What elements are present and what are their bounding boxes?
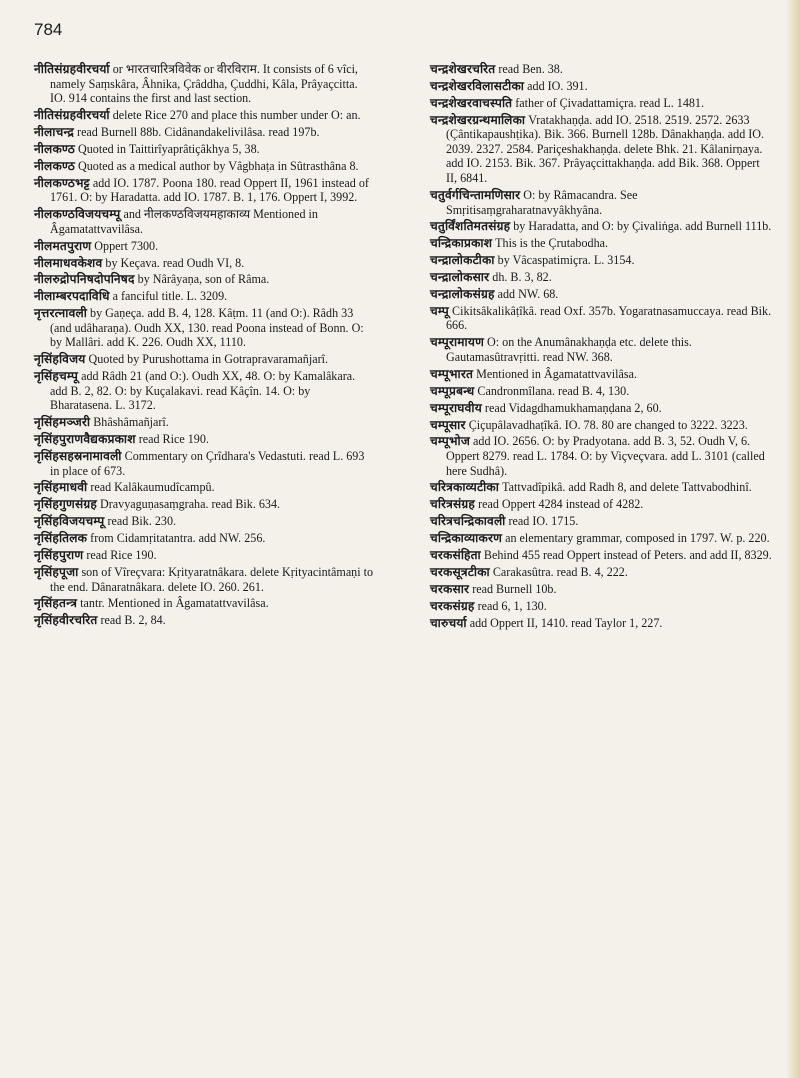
- dictionary-entry: [34, 306, 374, 350]
- entry-text: by Nârâyaṇa, son of Râma.: [134, 272, 270, 287]
- dictionary-entry: [430, 236, 772, 251]
- page-edge-shadow: [786, 0, 800, 1078]
- dictionary-entry: [430, 531, 772, 546]
- dictionary-entry: [34, 239, 374, 254]
- entry-headword: नृसिंहमञ्जरी: [34, 415, 91, 430]
- dictionary-entry: [34, 596, 374, 611]
- entry-text: son of Vîreçvara: Kṛityaratnâkara. delete Kṛityacintâmaṇi to the end. Dânaratnâkara. delete IO. 260. 261.: [50, 564, 374, 594]
- dictionary-entry: [34, 289, 374, 304]
- dictionary-entry: [430, 418, 772, 433]
- entry-headword: चरकसंहिता: [430, 548, 481, 563]
- entry-headword: चम्पूभारत: [430, 366, 474, 381]
- dictionary-entry: [430, 582, 772, 597]
- entry-text: read Burnell 10b.: [469, 581, 557, 596]
- entry-text: Quoted as a medical author by Vâgbhaṭa in Sûtrasthâna 8.: [74, 158, 359, 173]
- entry-text: read Rice 190.: [83, 548, 157, 563]
- dictionary-entry: [430, 401, 772, 416]
- dictionary-entry: [430, 434, 772, 478]
- dictionary-entry: [34, 62, 374, 106]
- dictionary-entry: [34, 531, 374, 546]
- entry-headword: चम्पूभोज: [430, 434, 471, 449]
- entry-headword: नृसिंहविजय: [34, 352, 86, 367]
- entry-text: This is the Çrutabodha.: [492, 236, 609, 251]
- entry-text: read Vidagdhamukhamaṇḍana 2, 60.: [481, 400, 662, 415]
- entry-headword: नृसिंहसहस्रनामावली: [34, 449, 122, 463]
- dictionary-entry: [430, 188, 772, 217]
- entry-headword: नृसिंहवीरचरित: [34, 613, 98, 628]
- dictionary-entry: [430, 253, 772, 268]
- dictionary-entry: [430, 113, 772, 186]
- entry-text: add IO. 2656. O: by Pradyotana. add B. 3, 52. Oudh V, 6. Oppert 8279. read L. 1784. O: by Viçveçvara. add L. 3101 (called here Sudhâ).: [446, 434, 765, 478]
- entry-text: O: by Râmacandra. See Smṛitisaṃgraharatnavyâkhyâna.: [446, 187, 638, 217]
- entry-headword: चन्द्रशेखरविलासटीका: [430, 78, 525, 93]
- dictionary-entry: [34, 207, 374, 236]
- entry-headword: चन्द्रशेखरग्रन्थमालिका: [430, 112, 526, 127]
- dictionary-entry: [430, 96, 772, 111]
- dictionary-entry: [430, 616, 772, 631]
- dictionary-entry: [430, 565, 772, 580]
- entry-text: read Oppert 4284 instead of 4282.: [475, 497, 644, 512]
- entry-headword: नृसिंहतिलक: [34, 531, 88, 546]
- dictionary-entry: [34, 432, 374, 447]
- dictionary-entry: [430, 480, 772, 495]
- dictionary-entry: [430, 599, 772, 614]
- entry-headword: चरकसूत्रटीका: [430, 564, 490, 579]
- entry-text: Oppert 7300.: [91, 238, 159, 253]
- entry-text: Quoted by Purushottama in Gotrapravaramañjarî.: [85, 352, 328, 367]
- dictionary-entry: [34, 256, 374, 271]
- entry-headword: नीतिसंग्रहवीरचर्या: [34, 108, 110, 123]
- entry-headword: नृसिंहपूजा: [34, 564, 79, 579]
- entry-headword: नृसिंहचम्पू: [34, 369, 79, 384]
- entry-text: tantr. Mentioned in Âgamatattvavilâsa.: [77, 596, 269, 611]
- entry-text: or भारतचारित्रविवेक or वीरविराम. It consists of 6 vîci, namely Saṃskâra, Âhnika, Çrâddha, Çuddhi, Kâla, Prâyaçcitta. IO. 914 contains the first and last section.: [50, 62, 358, 106]
- dictionary-entry: [430, 270, 772, 285]
- entry-headword: नृसिंहमाधवी: [34, 480, 88, 495]
- entry-headword: नीलरुद्रोपनिषदोपनिषद: [34, 272, 135, 287]
- entry-text: read B. 2, 84.: [97, 613, 166, 628]
- entry-text: by Vâcaspatimiçra. L. 3154.: [494, 253, 635, 268]
- entry-headword: चन्द्रालोकटीका: [430, 253, 495, 268]
- entry-headword: चरकसार: [430, 581, 470, 596]
- entry-text: from Cidamṛitatantra. add NW. 256.: [87, 531, 266, 546]
- entry-text: Carakasûtra. read B. 4, 222.: [489, 564, 628, 579]
- entry-headword: चरित्रकाव्यटीका: [430, 480, 500, 495]
- entry-text: add NW. 68.: [494, 286, 559, 301]
- entry-headword: नीलमाधवकेशव: [34, 255, 103, 270]
- dictionary-entry: [430, 514, 772, 529]
- entry-text: read Rice 190.: [135, 432, 209, 447]
- dictionary-entry: [34, 565, 374, 594]
- dictionary-entry: [34, 369, 374, 413]
- right-column: [430, 62, 772, 633]
- dictionary-entry: [430, 304, 772, 333]
- entry-text: dh. B. 3, 82.: [489, 270, 552, 285]
- entry-headword: चन्द्रिकाव्याकरण: [430, 531, 503, 546]
- entry-text: add Râdh 21 (and O:). Oudh XX, 48. O: by Kamalâkara. add B. 2, 82. O: by Kuçalakavi. read Kâçîn. 14. O: by Bharatasena. L. 3172.: [50, 369, 356, 413]
- entry-text: a fanciful title. L. 3209.: [109, 289, 228, 304]
- dictionary-entry: [34, 613, 374, 628]
- entry-text: Commentary on Çrîdhara's Vedastuti. read L. 693 in place of 673.: [50, 449, 365, 478]
- entry-text: Vratakhaṇḍa. add IO. 2518. 2519. 2572. 2633 (Çântikapaushṭika). Bik. 366. Burnell 128b. Dânakhaṇḍa. add IO. 2039. 2327. 2584. Pariçeshakhaṇḍa. delete Bhk. 21. Kâlanirṇaya. add IO. 2153. Bik. 367. Prâyaçcittakhaṇḍa. add Bik. 368. Oppert II, 6841.: [446, 112, 765, 186]
- entry-text: delete Rice 270 and place this number under O: an.: [109, 108, 361, 123]
- dictionary-entry: [430, 335, 772, 364]
- entry-headword: नृसिंहपुराण: [34, 548, 84, 563]
- entry-headword: चतुर्विंशतिमतसंग्रह: [430, 219, 511, 234]
- entry-text: O: on the Anumânakhaṇḍa etc. delete this. Gautamasûtravṛitti. read NW. 368.: [446, 335, 692, 364]
- left-column: [34, 62, 374, 630]
- dictionary-entry: [34, 272, 374, 287]
- dictionary-entry: [34, 548, 374, 563]
- dictionary-entry: [34, 125, 374, 140]
- dictionary-entry: [430, 62, 772, 77]
- entry-text: Cikitsâkalikâṭîkâ. read Oxf. 357b. Yogaratnasamuccaya. read Bik. 666.: [446, 303, 772, 333]
- entry-headword: चम्पूप्रबन्ध: [430, 383, 475, 398]
- entry-headword: नीलाचन्द्र: [34, 124, 75, 139]
- dictionary-entry: [34, 415, 374, 430]
- dictionary-entry: [430, 79, 772, 94]
- entry-text: an elementary grammar, composed in 1797. W. p. 220.: [502, 531, 770, 546]
- entry-headword: चन्द्रालोकसार: [430, 270, 490, 285]
- entry-headword: नीलाम्बरपदाविधि: [34, 289, 110, 304]
- entry-headword: चरकसंग्रह: [430, 598, 475, 613]
- entry-text: Çiçupâlavadhaṭîkâ. IO. 78. 80 are changed to 3222. 3223.: [465, 417, 748, 432]
- entry-headword: चन्द्रिकाप्रकाश: [430, 236, 493, 251]
- entry-headword: नीलमतपुराण: [34, 238, 92, 253]
- dictionary-entry: [34, 159, 374, 174]
- entry-text: add IO. 391.: [524, 78, 588, 93]
- dictionary-entry: [430, 367, 772, 382]
- dictionary-entry: [34, 352, 374, 367]
- entry-text: Tattvadîpikâ. add Radh 8, and delete Tattvabodhinî.: [499, 480, 752, 495]
- entry-headword: नीलकण्ठविजयचम्पू: [34, 207, 121, 222]
- entry-headword: चम्पूराघवीय: [430, 400, 482, 415]
- entry-text: read Ben. 38.: [495, 62, 563, 76]
- entry-headword: नृत्तरत्नावली: [34, 306, 88, 321]
- dictionary-entry: [430, 219, 772, 234]
- entry-text: Mentioned in Âgamatattvavilâsa.: [473, 366, 637, 381]
- dictionary-entry: [34, 449, 374, 478]
- entry-headword: चन्द्रालोकसंग्रह: [430, 286, 495, 301]
- entry-headword: चरित्रसंग्रह: [430, 497, 476, 512]
- entry-text: by Keçava. read Oudh VI, 8.: [102, 255, 245, 270]
- entry-headword: चम्पूसार: [430, 417, 466, 432]
- entry-headword: नीलकण्ठ: [34, 141, 75, 156]
- entry-headword: नीलकण्ठ: [34, 158, 75, 173]
- dictionary-entry: [34, 497, 374, 512]
- entry-headword: चन्द्रशेखरवाचस्पति: [430, 95, 513, 110]
- dictionary-entry: [430, 384, 772, 399]
- entry-headword: नृसिंहगुणसंग्रह: [34, 497, 98, 512]
- entry-text: Quoted in Taittirîyaprâtiçâkhya 5, 38.: [74, 141, 260, 156]
- entry-headword: चन्द्रशेखरचरित: [430, 62, 496, 76]
- entry-text: read IO. 1715.: [505, 514, 579, 529]
- entry-text: add Oppert II, 1410. read Taylor 1, 227.: [466, 615, 663, 630]
- entry-headword: नीलकण्ठभट्ट: [34, 175, 90, 190]
- dictionary-entry: [34, 514, 374, 529]
- entry-text: add IO. 1787. Poona 180. read Oppert II, 1961 instead of 1761. O: by Haradatta. add IO. 1787. B. 1, 176. Oppert I, 3992.: [50, 175, 369, 205]
- entry-headword: नृसिंहतन्त्र: [34, 596, 78, 611]
- entry-text: read Kalâkaumudîcampû.: [87, 480, 215, 495]
- entry-headword: चरित्रचन्द्रिकावली: [430, 514, 506, 529]
- entry-text: father of Çivadattamiçra. read L. 1481.: [512, 95, 704, 110]
- entry-text: read Bik. 230.: [104, 514, 177, 529]
- dictionary-entry: [34, 480, 374, 495]
- entry-text: Dravyaguṇasaṃgraha. read Bik. 634.: [97, 497, 281, 512]
- entry-text: Bhâshâmañjarî.: [90, 415, 169, 430]
- entry-headword: नीतिसंग्रहवीरचर्या: [34, 62, 110, 76]
- entry-headword: चतुर्वर्गचिन्तामणिसार: [430, 187, 521, 202]
- entry-headword: नृसिंहपुराणवैद्यकप्रकाश: [34, 432, 136, 447]
- dictionary-entry: [430, 497, 772, 512]
- entry-text: by Haradatta, and O: by Çivaliṅga. add Burnell 111b.: [510, 219, 772, 234]
- entry-text: read 6, 1, 130.: [474, 598, 547, 613]
- dictionary-entry: [430, 287, 772, 302]
- page-number: 784: [34, 20, 63, 39]
- entry-text: and नीलकण्ठविजयमहाकाव्य Mentioned in Âgamatattvavilâsa.: [50, 207, 318, 236]
- entry-headword: चम्पू: [430, 303, 450, 318]
- entry-headword: चारुचर्या: [430, 615, 467, 630]
- entry-text: Candronmîlana. read B. 4, 130.: [474, 383, 630, 398]
- dictionary-entry: [34, 108, 374, 123]
- entry-text: by Gaṇeça. add B. 4, 128. Kâṭm. 11 (and O:). Râdh 33 (and udâharaṇa). Oudh XX, 130. read Poona instead of Bonn. O: by Mallâri. add K. 226. Oudh XX, 1110.: [50, 306, 364, 350]
- dictionary-entry: [34, 176, 374, 205]
- entry-headword: नृसिंहविजयचम्पू: [34, 514, 105, 529]
- entry-text: Behind 455 read Oppert instead of Peters. and add II, 8329.: [480, 548, 772, 563]
- entry-text: read Burnell 88b. Cidânandakelivilâsa. read 197b.: [74, 124, 320, 139]
- entry-headword: चम्पूरामायण: [430, 335, 485, 350]
- dictionary-entry: [34, 142, 374, 157]
- dictionary-entry: [430, 548, 772, 563]
